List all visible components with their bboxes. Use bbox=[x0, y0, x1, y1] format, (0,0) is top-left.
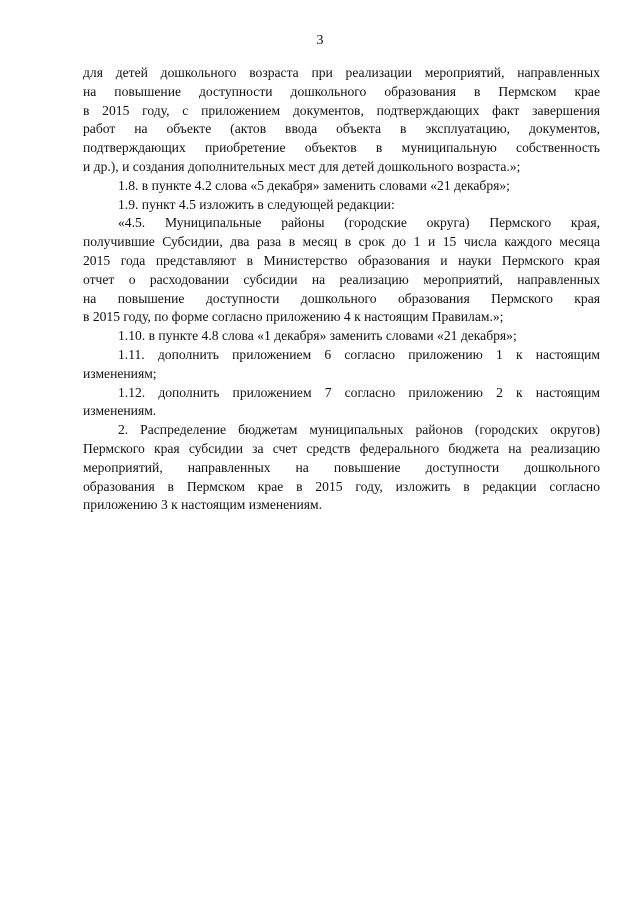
text-line: мероприятий, направленных на повышение доступности дошкольного bbox=[83, 459, 600, 475]
text-line: работ на объекте (актов ввода объекта в эксплуатацию, документов, bbox=[83, 121, 600, 137]
document-body bbox=[83, 64, 600, 515]
text-line: для детей дошкольного возраста при реализации мероприятий, направленных bbox=[83, 65, 600, 80]
text-line: 1.9. пункт 4.5 изложить в следующей редакции: bbox=[118, 196, 395, 212]
text-line: «4.5. Муниципальные районы (городские округа) Пермского края, bbox=[118, 215, 600, 231]
paragraph-item-1-8 bbox=[83, 177, 600, 196]
text-line: получившие Субсидии, два раза в месяц в срок до 1 и 15 числа каждого месяца bbox=[83, 234, 600, 250]
page-number: 3 bbox=[316, 33, 324, 48]
text-line: 1.12. дополнить приложением 7 согласно приложению 2 к настоящим bbox=[118, 384, 600, 400]
text-line: изменениям. bbox=[83, 403, 157, 419]
text-line: образования в Пермском крае в 2015 году, изложить в редакции согласно bbox=[83, 478, 600, 494]
text-line: в 2015 году, с приложением документов, подтверждающих факт завершения bbox=[83, 102, 600, 118]
paragraph-item-1-12 bbox=[83, 384, 600, 422]
text-line: изменениям; bbox=[83, 365, 157, 381]
text-line: 1.11. дополнить приложением 6 согласно приложению 1 к настоящим bbox=[118, 346, 600, 362]
text-line: 1.8. в пункте 4.2 слова «5 декабря» заменить словами «21 декабря»; bbox=[118, 177, 510, 193]
text-line: 2. Распределение бюджетам муниципальных районов (городских округов) bbox=[118, 422, 600, 438]
paragraph-item-1-10 bbox=[83, 327, 600, 346]
text-line: на повышение доступности дошкольного образования в Пермском крае bbox=[83, 83, 600, 99]
text-line: и др.), и создания дополнительных мест для детей дошкольного возраста.»; bbox=[83, 158, 521, 174]
paragraph-item-2 bbox=[83, 421, 600, 515]
text-line: отчет о расходовании субсидии на реализацию мероприятий, направленных bbox=[83, 271, 600, 287]
paragraph-item-4-5 bbox=[83, 214, 600, 327]
text-line: Пермского края субсидии за счет средств федерального бюджета на реализацию bbox=[83, 440, 600, 456]
text-line: подтверждающих приобретение объектов в муниципальную собственность bbox=[83, 140, 600, 156]
paragraph-item-1-9 bbox=[83, 196, 600, 215]
text-line: на повышение доступности дошкольного образования Пермского края bbox=[83, 290, 600, 306]
paragraph-item-1-11 bbox=[83, 346, 600, 384]
paragraph-continuation bbox=[83, 64, 600, 177]
text-line: 2015 года представляют в Министерство образования и науки Пермского края bbox=[83, 252, 600, 268]
text-line: в 2015 году, по форме согласно приложению 4 к настоящим Правилам.»; bbox=[83, 309, 504, 325]
text-line: приложению 3 к настоящим изменениям. bbox=[83, 497, 322, 513]
text-line: 1.10. в пункте 4.8 слова «1 декабря» заменить словами «21 декабря»; bbox=[118, 328, 517, 344]
